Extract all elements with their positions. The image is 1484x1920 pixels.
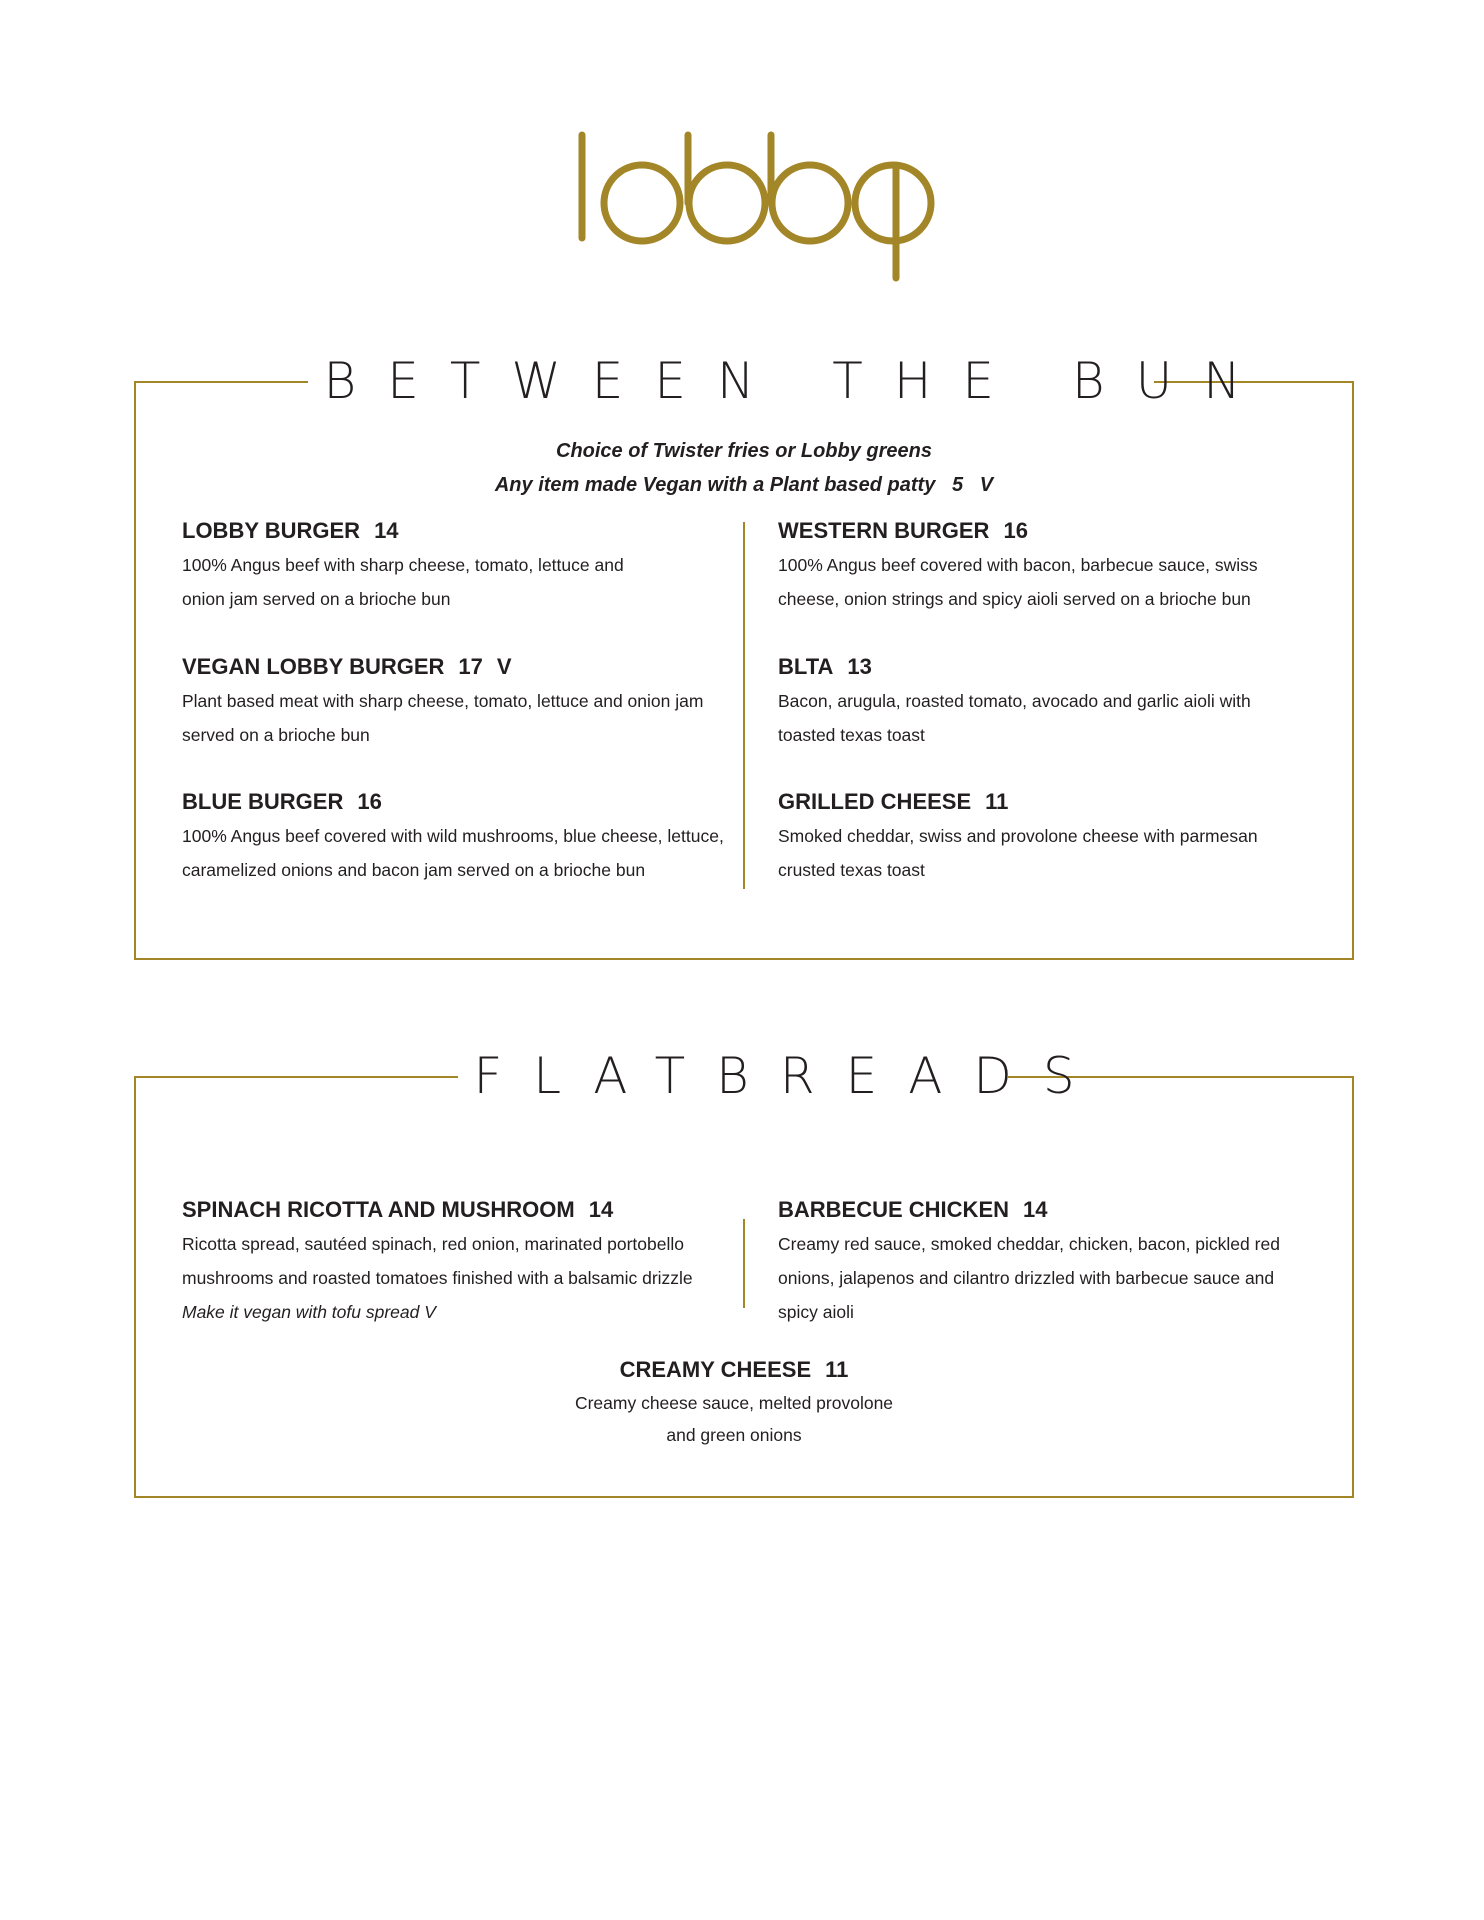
item-name: BLUE BURGER (182, 789, 344, 814)
item-price: 16 (357, 789, 382, 814)
menu-item-barbecue-chicken (778, 1195, 1308, 1329)
item-description: Creamy cheese sauce, melted provolone and green onions (574, 1393, 894, 1445)
item-description: Ricotta spread, sautéed spinach, red onion, marinated portobello mushrooms and roasted tomatoes finished with a balsamic drizzle (182, 1234, 693, 1288)
item-price: 14 (374, 518, 399, 543)
item-price: 17 (458, 654, 483, 679)
item-description: Plant based meat with sharp cheese, tomato, lettuce and onion jam served on a brioche bun (182, 691, 704, 745)
item-name: VEGAN LOBBY BURGER (182, 654, 445, 679)
item-name: CREAMY CHEESE (619, 1357, 812, 1382)
item-price: 14 (588, 1197, 614, 1222)
item-name: LOBBY BURGER (182, 518, 361, 543)
item-price: 14 (1023, 1197, 1048, 1222)
lobby-logo (555, 118, 935, 298)
menu-item-blue-burger (182, 787, 742, 887)
item-description: 100% Angus beef with sharp cheese, tomato, lettuce and onion jam served on a brioche bun (182, 555, 624, 609)
menu-item-western-burger (778, 516, 1338, 616)
item-price: 11 (825, 1357, 849, 1382)
menu-item-blta (778, 652, 1338, 752)
menu-item-vegan-lobby-burger (182, 652, 742, 752)
between-the-bun-divider (743, 522, 745, 889)
sides-note: Choice of Twister fries or Lobby greens (556, 440, 932, 462)
item-description: 100% Angus beef covered with wild mushrooms, blue cheese, lettuce, caramelized onions and bacon jam served on a brioche bun (182, 826, 724, 880)
between-the-bun-heading: BETWEEN THE BUN (308, 346, 1154, 416)
item-name: BLTA (778, 654, 834, 679)
item-name: GRILLED CHEESE (778, 789, 972, 814)
flatbreads-divider (743, 1219, 745, 1308)
item-description: 100% Angus beef covered with bacon, barbecue sauce, swiss cheese, onion strings and spicy aioli served on a brioche bun (778, 555, 1258, 609)
item-price: 16 (1003, 518, 1028, 543)
menu-item-grilled-cheese (778, 787, 1338, 887)
item-price: 11 (985, 789, 1009, 814)
item-name: SPINACH RICOTTA AND MUSHROOM (182, 1197, 575, 1222)
item-description: Bacon, arugula, roasted tomato, avocado and garlic aioli with toasted texas toast (778, 691, 1251, 745)
menu-item-creamy-cheese (564, 1355, 904, 1451)
item-description: Smoked cheddar, swiss and provolone cheese with parmesan crusted texas toast (778, 826, 1258, 880)
item-description: Creamy red sauce, smoked cheddar, chicken, bacon, pickled red onions, jalapenos and cilantro drizzled with barbecue sauce and spicy aioli (778, 1234, 1280, 1322)
item-price: 13 (847, 654, 872, 679)
flatbreads-heading: FLATBREADS (458, 1041, 1008, 1111)
item-name: WESTERN BURGER (778, 518, 990, 543)
vegan-note: Any item made Vegan with a Plant based patty 5 V (494, 474, 994, 496)
menu-item-lobby-burger (182, 516, 742, 616)
item-name: BARBECUE CHICKEN (778, 1197, 1010, 1222)
vegan-option-note: Make it vegan with tofu spread V (182, 1302, 436, 1322)
menu-item-spinach-ricotta-mushroom (182, 1195, 722, 1329)
between-the-bun-notes (134, 434, 1354, 502)
vegan-badge: V (496, 654, 512, 679)
